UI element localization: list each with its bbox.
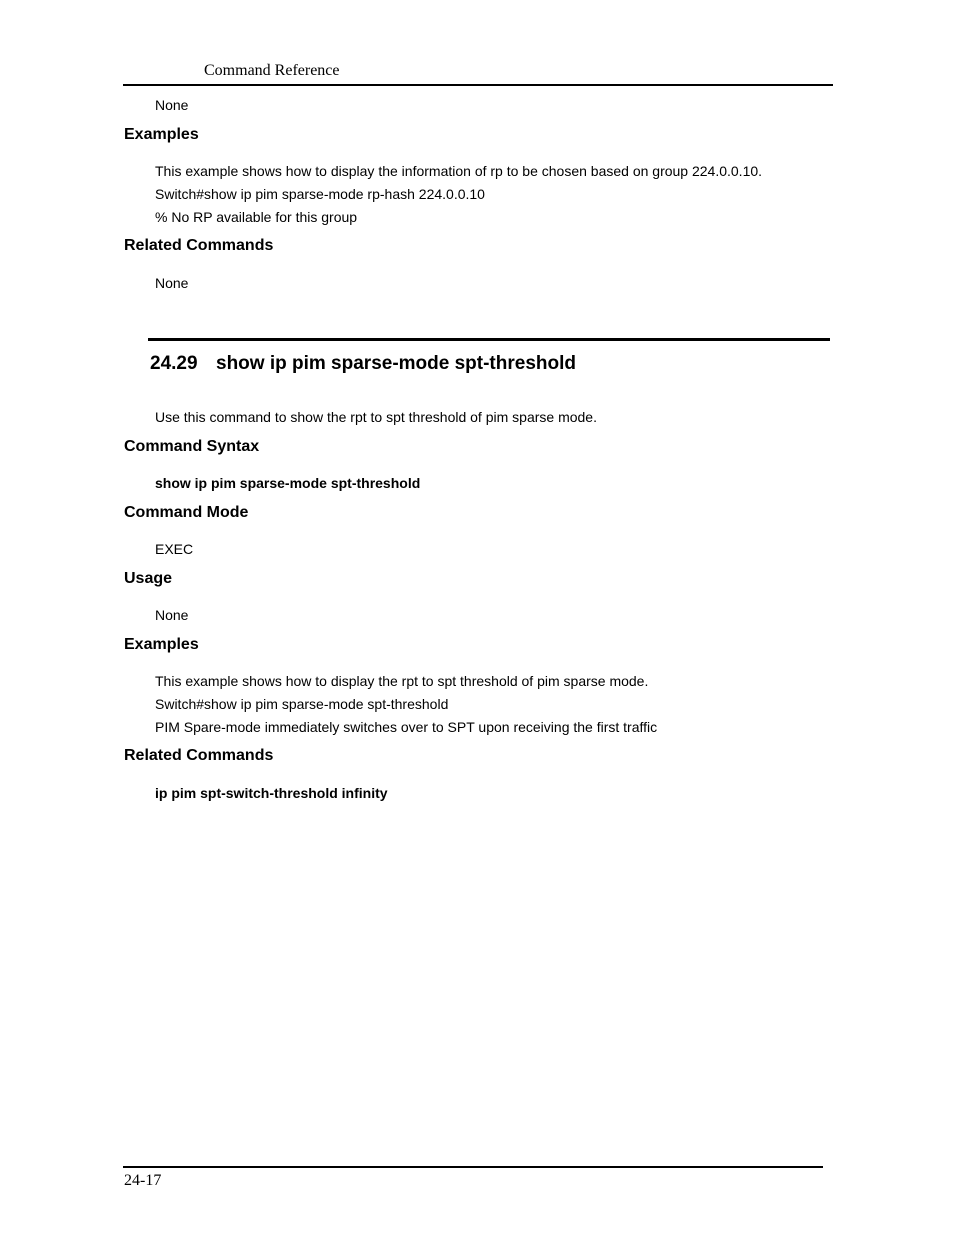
syntax-command: show ip pim sparse-mode spt-threshold (155, 475, 421, 491)
prev-examples-heading: Examples (124, 126, 199, 143)
prev-example-line: Switch#show ip pim sparse-mode rp-hash 224.0.0.10 (155, 186, 485, 202)
section-intro: Use this command to show the rpt to spt threshold of pim sparse mode. (155, 409, 597, 425)
mode-heading: Command Mode (124, 504, 249, 521)
prev-related-heading: Related Commands (124, 237, 274, 254)
section-number: 24.29 (150, 353, 198, 374)
related-heading: Related Commands (124, 747, 274, 764)
footer-rule (123, 1166, 823, 1168)
section-title-text: show ip pim sparse-mode spt-threshold (216, 353, 576, 374)
examples-heading: Examples (124, 636, 199, 653)
usage-heading: Usage (124, 570, 173, 587)
mode-value: EXEC (155, 541, 194, 557)
related-command: ip pim spt-switch-threshold infinity (155, 785, 388, 801)
page-number: 24-17 (124, 1172, 162, 1189)
example-line: Switch#show ip pim sparse-mode spt-threshold (155, 696, 449, 712)
usage-value: None (155, 607, 189, 623)
header-rule (123, 84, 833, 86)
prev-example-line: % No RP available for this group (155, 209, 358, 225)
section-title (150, 353, 576, 375)
running-header: Command Reference (204, 62, 340, 79)
syntax-heading: Command Syntax (124, 438, 260, 455)
section-rule (148, 338, 830, 341)
example-line: This example shows how to display the rpt to spt threshold of pim sparse mode. (155, 673, 649, 689)
prev-example-line: This example shows how to display the information of rp to be chosen based on group 224.0.0.10. (155, 163, 763, 179)
prev-usage-value: None (155, 97, 189, 113)
example-line: PIM Spare-mode immediately switches over to SPT upon receiving the first traffic (155, 719, 658, 735)
prev-related-value: None (155, 275, 189, 291)
